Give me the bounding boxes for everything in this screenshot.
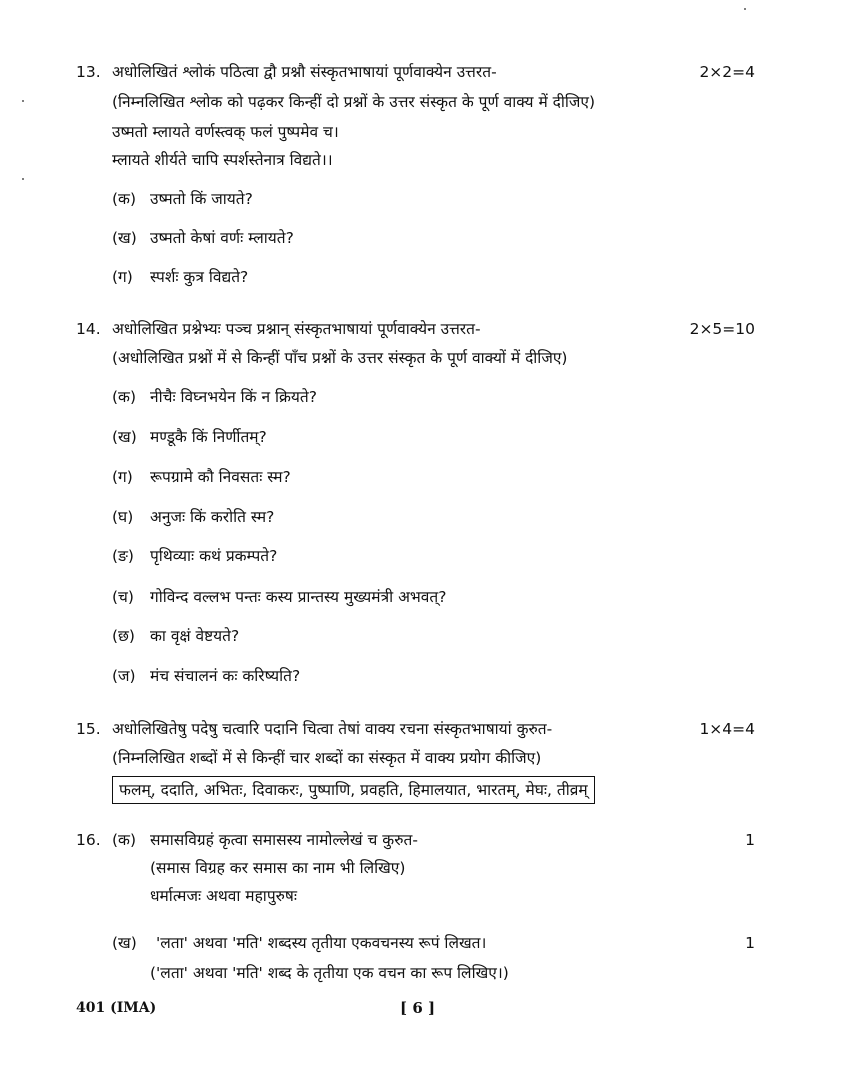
subpart-hindi: ('लता' अथवा 'मति' शब्द के तृतीया एक वचन का रूप लिखिए।) (150, 964, 509, 982)
option-item (112, 467, 291, 487)
question-number: 15. (76, 720, 101, 738)
option-item (112, 587, 447, 607)
question-number: 14. (76, 320, 101, 338)
question-marks: 1×4=4 (699, 720, 755, 738)
subpart-label: (क) (112, 831, 136, 849)
option-label: (ग) (112, 268, 133, 286)
option-label: (क) (112, 388, 136, 406)
subpart-marks: 1 (745, 831, 755, 849)
option-text: उष्मतो केषां वर्णः म्लायते? (150, 229, 294, 247)
option-text: स्पर्शः कुत्र विद्यते? (150, 268, 249, 286)
option-label: (च) (112, 588, 134, 606)
subpart-hindi: (समास विग्रह कर समास का नाम भी लिखिए) (150, 859, 406, 877)
scan-speck (744, 8, 746, 10)
option-label: (ङ) (112, 547, 134, 565)
question-instruction: अधोलिखितेषु पदेषु चत्वारि पदानि चित्वा तेषां वाक्य रचना संस्कृतभाषायां कुरुत- (112, 720, 553, 738)
option-item (112, 666, 300, 686)
option-item (112, 267, 248, 287)
option-label: (ज) (112, 667, 136, 685)
verse-line-2: म्लायते शीर्यते चापि स्पर्शस्तेनात्र विद्यते।। (112, 151, 333, 169)
page-number: [ 6 ] (400, 999, 436, 1017)
option-text: अनुजः किं करोति स्म? (150, 508, 275, 526)
option-item (112, 427, 267, 447)
option-label: (घ) (112, 508, 134, 526)
option-item (112, 626, 239, 646)
subpart-instruction: 'लता' अथवा 'मति' शब्दस्य तृतीया एकवचनस्य रूपं लिखत। (156, 934, 487, 952)
option-item (112, 507, 274, 527)
subpart-instruction: समासविग्रहं कृत्वा समासस्य नामोल्लेखं च कुरुत- (150, 831, 418, 849)
option-label: (छ) (112, 627, 135, 645)
option-text: रूपग्रामे कौ निवसतः स्म? (150, 468, 291, 486)
option-text: नीचैः विघ्नभयेन किं न क्रियते? (150, 388, 317, 406)
option-label: (ग) (112, 468, 133, 486)
subpart-marks: 1 (745, 934, 755, 952)
question-instruction: अधोलिखितं श्लोकं पठित्वा द्वौ प्रश्नौ संस्कृतभाषायां पूर्णवाक्येन उत्तरत- (112, 63, 497, 81)
word-list-box: फलम्, ददाति, अभितः, दिवाकरः, पुष्पाणि, प्रवहति, हिमालयात, भारतम्, मेघः, तीव्रम् (112, 776, 595, 804)
verse-line-1: उष्मतो म्लायते वर्णस्त्वक् फलं पुष्पमेव च। (112, 123, 339, 141)
question-hindi: (निम्नलिखित शब्दों में से किन्हीं चार शब्दों का संस्कृत में वाक्य प्रयोग कीजिए) (112, 749, 542, 767)
question-number: 13. (76, 63, 101, 81)
option-text: गोविन्द वल्लभ पन्तः कस्य प्रान्तस्य मुख्यमंत्री अभवत्? (150, 588, 447, 606)
option-text: पृथिव्याः कथं प्रकम्पते? (150, 547, 278, 565)
question-number: 16. (76, 831, 101, 849)
option-item (112, 387, 317, 407)
option-label: (ख) (112, 428, 137, 446)
option-item (112, 228, 294, 248)
option-label: (ख) (112, 229, 137, 247)
option-text: मंच संचालनं कः करिष्यति? (150, 667, 301, 685)
option-text: का वृक्षं वेष्टयते? (150, 627, 240, 645)
option-item (112, 546, 277, 566)
question-marks: 2×5=10 (689, 320, 755, 338)
option-text: उष्मतो किं जायते? (150, 190, 253, 208)
scan-speck (22, 100, 24, 102)
question-instruction: अधोलिखित प्रश्नेभ्यः पञ्च प्रश्नान् संस्कृतभाषायां पूर्णवाक्येन उत्तरत- (112, 320, 481, 338)
paper-code: 401 (IMA) (76, 1000, 157, 1016)
question-hindi: (अधोलिखित प्रश्नों में से किन्हीं पाँच प्रश्नों के उत्तर संस्कृत के पूर्ण वाक्यों में दीजिए) (112, 349, 568, 367)
option-text: मण्डूकै किं निर्णीतम्? (150, 428, 267, 446)
question-marks: 2×2=4 (699, 63, 755, 81)
scan-speck (22, 178, 24, 180)
option-label: (क) (112, 190, 136, 208)
question-hindi: (निम्नलिखित श्लोक को पढ़कर किन्हीं दो प्रश्नों के उत्तर संस्कृत के पूर्ण वाक्य में दीजिए) (112, 93, 596, 111)
option-item (112, 189, 253, 209)
subpart-label: (ख) (112, 934, 137, 952)
subpart-words: धर्मात्मजः अथवा महापुरुषः (150, 887, 297, 905)
